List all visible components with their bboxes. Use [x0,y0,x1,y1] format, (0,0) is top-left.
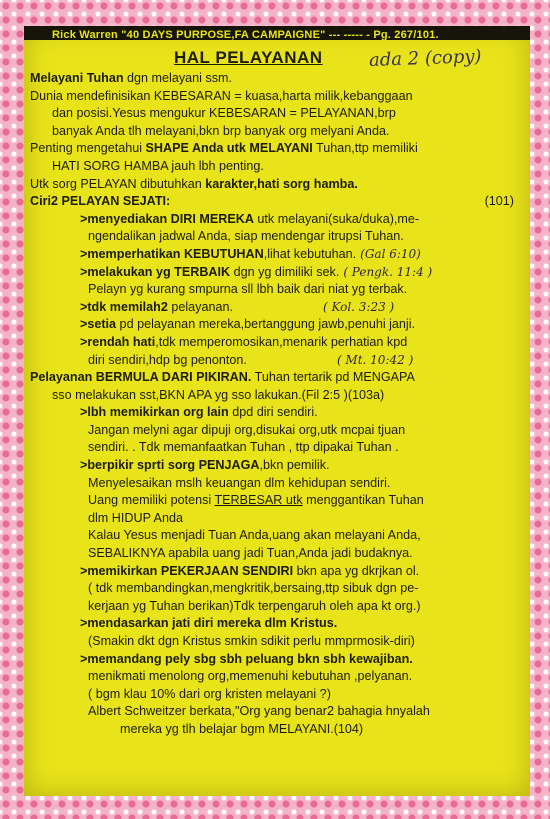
paragraph-line: banyak Anda tlh melayani,bkn brp banyak org melyani Anda. [52,123,390,138]
handwritten-reference: (Gal 6:10) [360,246,421,261]
list-item: >memikirkan PEKERJAAN SENDIRI bkn apa yg dkrjkan ol. [80,563,420,578]
list-item: >rendah hati,tdk memperomosikan,menarik perhatian kpd [80,334,408,349]
page-title: HAL PELAYANAN [174,48,323,67]
list-item: >memandang pely sbg sbh peluang bkn sbh kewajiban. [80,651,413,666]
paragraph-line: HATI SORG HAMBA jauh lbh penting. [52,158,264,173]
handwritten-reference: ( Pengk. 11:4 ) [343,264,433,279]
section-heading-pikiran: Pelayanan BERMULA DARI PIKIRAN. Tuhan tertarik pd MENGAPA [30,370,415,385]
handwritten-note: ada 2 (copy) [368,46,482,71]
document-body [30,70,526,739]
list-item-continuation: Jangan melyni agar dipuji org,disukai org,utk mcpai tjuan [88,422,406,437]
list-item: >lbh memikirkan org lain dpd diri sendiri. [80,405,318,420]
intro-heading: Melayani Tuhan dgn melayani ssm. [30,71,233,85]
page-number: (101) [484,194,514,209]
handwritten-reference: ( Kol. 3:23 ) [322,299,395,314]
list-item-continuation: ( bgm klau 10% dari org kristen melayani ?) [88,686,331,701]
list-item-continuation: ngendalikan jadwal Anda, siap mendengar itrupsi Tuhan. [88,229,404,244]
list-item: >memperhatikan KEBUTUHAN,lihat kebutuhan. (Gal 6:10) [80,246,421,261]
document-page [24,26,530,796]
list-item: >setia pd pelayanan mereka,bertanggung jawb,penuhi janji. [80,317,416,332]
list-item: >menyediakan DIRI MEREKA utk melayani(suka/duka),me- [80,211,420,226]
list-item-continuation: Kalau Yesus menjadi Tuan Anda,uang akan melayani Anda, [88,528,421,543]
list-item: >tdk memilah2 pelayanan. ( Kol. 3:23 ) [80,299,395,314]
list-item-continuation: ( tdk membandingkan,mengkritik,bersaing,ttp sibuk dgn pe- [88,581,419,596]
paragraph-line: dan posisi.Yesus mengukur KEBESARAN = PELAYANAN,brp [52,106,396,121]
paragraph-line: Utk sorg PELAYAN dibutuhkan karakter,hati sorg hamba. [30,176,358,191]
list-item-continuation: Menyelesaikan mslh keuangan dlm kehidupan sendiri. [88,475,391,490]
list-item-continuation: menikmati menolong org,memenuhi kebutuhan ,pelyanan. [88,669,413,684]
list-item-continuation: SEBALIKNYA apabila uang jadi Tuan,Anda jadi budaknya. [88,546,413,561]
list-item-continuation: dlm HIDUP Anda [88,510,183,525]
list-item: >mendasarkan jati diri mereka dlm Kristus. [80,616,338,631]
list-item-continuation: Albert Schweitzer berkata,"Org yang benar2 bahagia hnyalah [88,704,430,719]
list-item-continuation: diri sendiri,hdp bg penonton. ( Mt. 10:42 ) [88,352,414,367]
paragraph-line: sso melakukan sst,BKN APA yg sso lakukan.(Fil 2:5 )(103a) [52,387,385,402]
paragraph-line: Dunia mendefinisikan KEBESARAN = kuasa,harta milik,kebanggaan [30,88,413,103]
list-item-continuation: kerjaan yg Tuhan berikan)Tdk terpengaruh oleh apa kt org.) [88,598,421,613]
list-item: >melakukan yg TERBAIK dgn yg dimiliki sek. ( Pengk. 11:4 ) [80,264,433,279]
source-reference: Rick Warren "40 DAYS PURPOSE,FA CAMPAIGNE" --- ----- - Pg. 267/101. [52,29,439,41]
list-item: >berpikir sprti sorg PENJAGA,bkn pemilik. [80,458,330,473]
list-item-continuation: Pelayn yg kurang smpurna sll lbh baik dari niat yg terbak. [88,282,408,297]
handwritten-reference: ( Mt. 10:42 ) [336,352,414,367]
list-item-continuation: sendiri. . Tdk memanfaatkan Tuhan , ttp dipakai Tuhan . [88,440,399,455]
list-item-continuation: (Smakin dkt dgn Kristus smkin sdikit perlu mmprmosik-diri) [88,634,415,648]
paragraph-line: Penting mengetahui SHAPE Anda utk MELAYANI Tuhan,ttp memiliki [30,141,418,156]
section-heading-ciri: Ciri2 PELAYAN SEJATI: (101) [30,193,526,211]
list-item-continuation: Uang memiliki potensi TERBESAR utk menggantikan Tuhan [88,493,424,508]
list-item-continuation: mereka yg tlh belajar bgm MELAYANI.(104) [120,721,364,736]
